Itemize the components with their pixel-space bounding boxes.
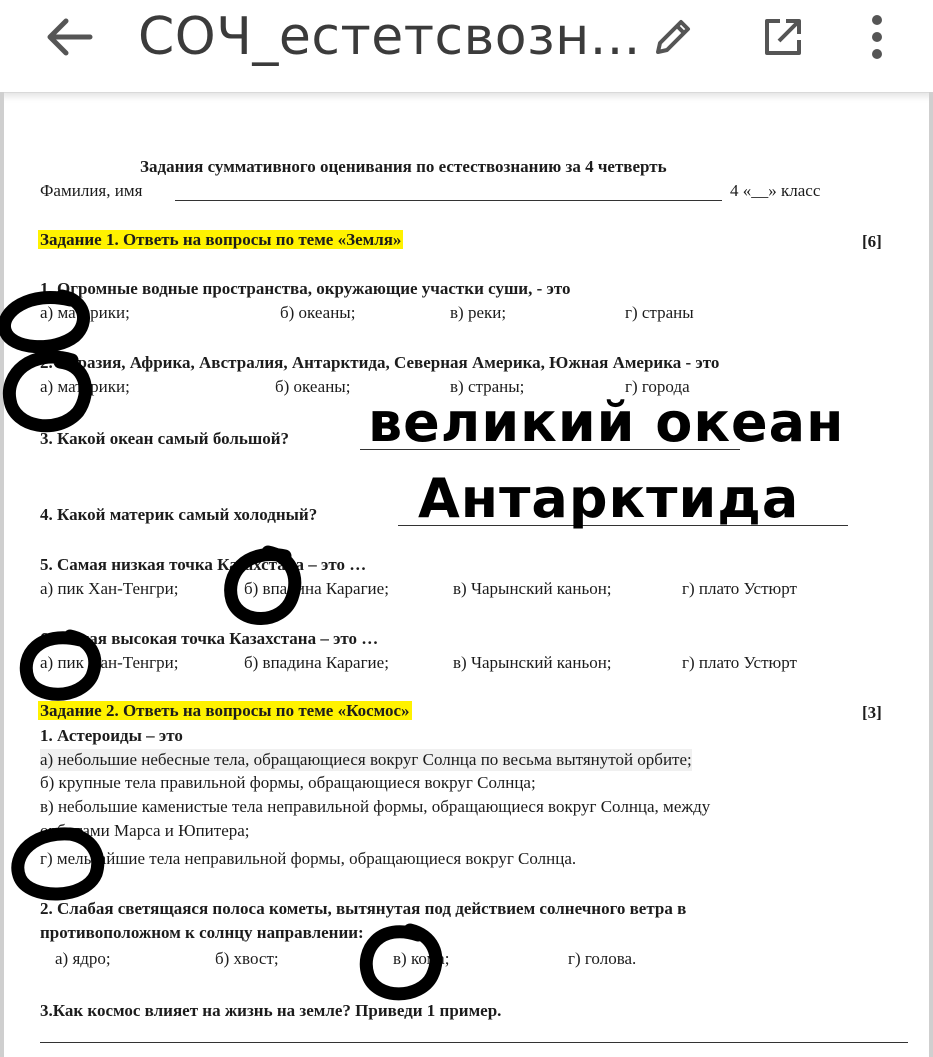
q6-option-a: а) пик Хан-Тенгри; — [40, 653, 179, 672]
q5-option-c: в) Чарынский каньон; — [453, 579, 612, 598]
task1-score: [6] — [862, 232, 882, 251]
q2-option-c: в) страны; — [450, 377, 525, 396]
astro-option-a: а) небольшие небесные тела, обращающиеся вокруг Солнца по весьма вытянутой орбите; — [40, 750, 692, 769]
comet-option-b: б) хвост; — [215, 949, 279, 968]
worksheet-title: Задания суммативного оценивания по естествознанию за 4 четверть — [140, 157, 667, 176]
question-1-4: 4. Какой материк самый холодный? — [40, 505, 318, 524]
astro-option-c-cont: орбитами Марса и Юпитера; — [40, 821, 250, 840]
back-button[interactable] — [40, 14, 96, 60]
question-1-6: 6. Самая высокая точка Казахстана – это … — [40, 629, 379, 648]
question-1-5 — [40, 554, 366, 576]
q1-option-c: в) реки; — [450, 303, 507, 322]
task2-heading-text: Задание 2. Ответь на вопросы по теме «Космос» — [40, 701, 410, 720]
q1-option-a: а) материки; — [40, 303, 130, 322]
edit-button[interactable] — [650, 14, 696, 60]
document-title: СОЧ_естетсвозн... — [138, 7, 641, 67]
app-bar — [0, 0, 933, 93]
q5-option-d: г) плато Устюрт — [682, 579, 797, 598]
task1-heading — [38, 229, 403, 251]
pencil-icon — [650, 14, 696, 60]
q2-option-d: г) города — [625, 377, 690, 396]
document-page[interactable] — [0, 92, 933, 1057]
q5-option-a: а) пик Хан-Тенгри; — [40, 579, 179, 598]
handwritten-answer-q4: Антарктида — [418, 467, 800, 530]
question-1-1: 1. Огромные водные пространства, окружающие участки суши, - это — [40, 279, 571, 298]
question-2-2-line2: противоположном к солнцу направлении: — [40, 923, 364, 942]
task2-heading — [38, 700, 412, 722]
task2-score: [3] — [862, 703, 882, 722]
question-1-2: 2. Евразия, Африка, Австралия, Антарктида, Северная Америка, Южная Америка - это — [40, 353, 720, 372]
astro-option-d: г) мельчайшие тела неправильной формы, обращающиеся вокруг Солнца. — [40, 849, 577, 868]
class-label: 4 «__» класс — [730, 181, 821, 200]
q2-option-a: а) материки; — [40, 377, 130, 396]
astro-option-b: б) крупные тела правильной формы, обращающиеся вокруг Солнца; — [40, 773, 536, 792]
q2-3-answer-line — [40, 1042, 908, 1043]
q1-option-b: б) океаны; — [280, 303, 356, 322]
comet-option-a: а) ядро; — [55, 949, 111, 968]
q2-option-b: б) океаны; — [275, 377, 351, 396]
question-1-3: 3. Какой океан самый большой? — [40, 429, 290, 448]
name-label: Фамилия, имя — [40, 181, 143, 200]
comet-option-d: г) голова. — [568, 949, 637, 968]
more-options-button[interactable] — [862, 12, 892, 62]
more-vert-icon — [862, 12, 892, 62]
question-2-1: 1. Астероиды – это — [40, 726, 183, 745]
arrow-back-icon — [40, 14, 96, 60]
astro-option-c: в) небольшие каменистые тела неправильной формы, обращающиеся вокруг Солнца, между — [40, 797, 711, 816]
comet-option-c: в) кома; — [393, 949, 450, 968]
open-external-icon — [760, 14, 806, 60]
question-2-2-line1: 2. Слабая светящаяся полоса кометы, вытянутая под действием солнечного ветра в — [40, 899, 687, 918]
name-line — [175, 200, 722, 201]
handwritten-answer-q3: великий океан — [368, 391, 845, 454]
q5-option-b: б) впадина Карагие; — [244, 579, 389, 598]
question-2-3: 3.Как космос влияет на жизнь на земле? Приведи 1 пример. — [40, 1001, 502, 1020]
q1-option-d: г) страны — [625, 303, 694, 322]
question-1-5-text: 5. Самая низкая точка Казахстана – это … — [40, 555, 367, 574]
open-in-app-button[interactable] — [760, 14, 806, 60]
q6-option-d: г) плато Устюрт — [682, 653, 797, 672]
q6-option-b: б) впадина Карагие; — [244, 653, 389, 672]
q6-option-c: в) Чарынский каньон; — [453, 653, 612, 672]
task1-heading-text: Задание 1. Ответь на вопросы по теме «Земля» — [40, 230, 402, 249]
